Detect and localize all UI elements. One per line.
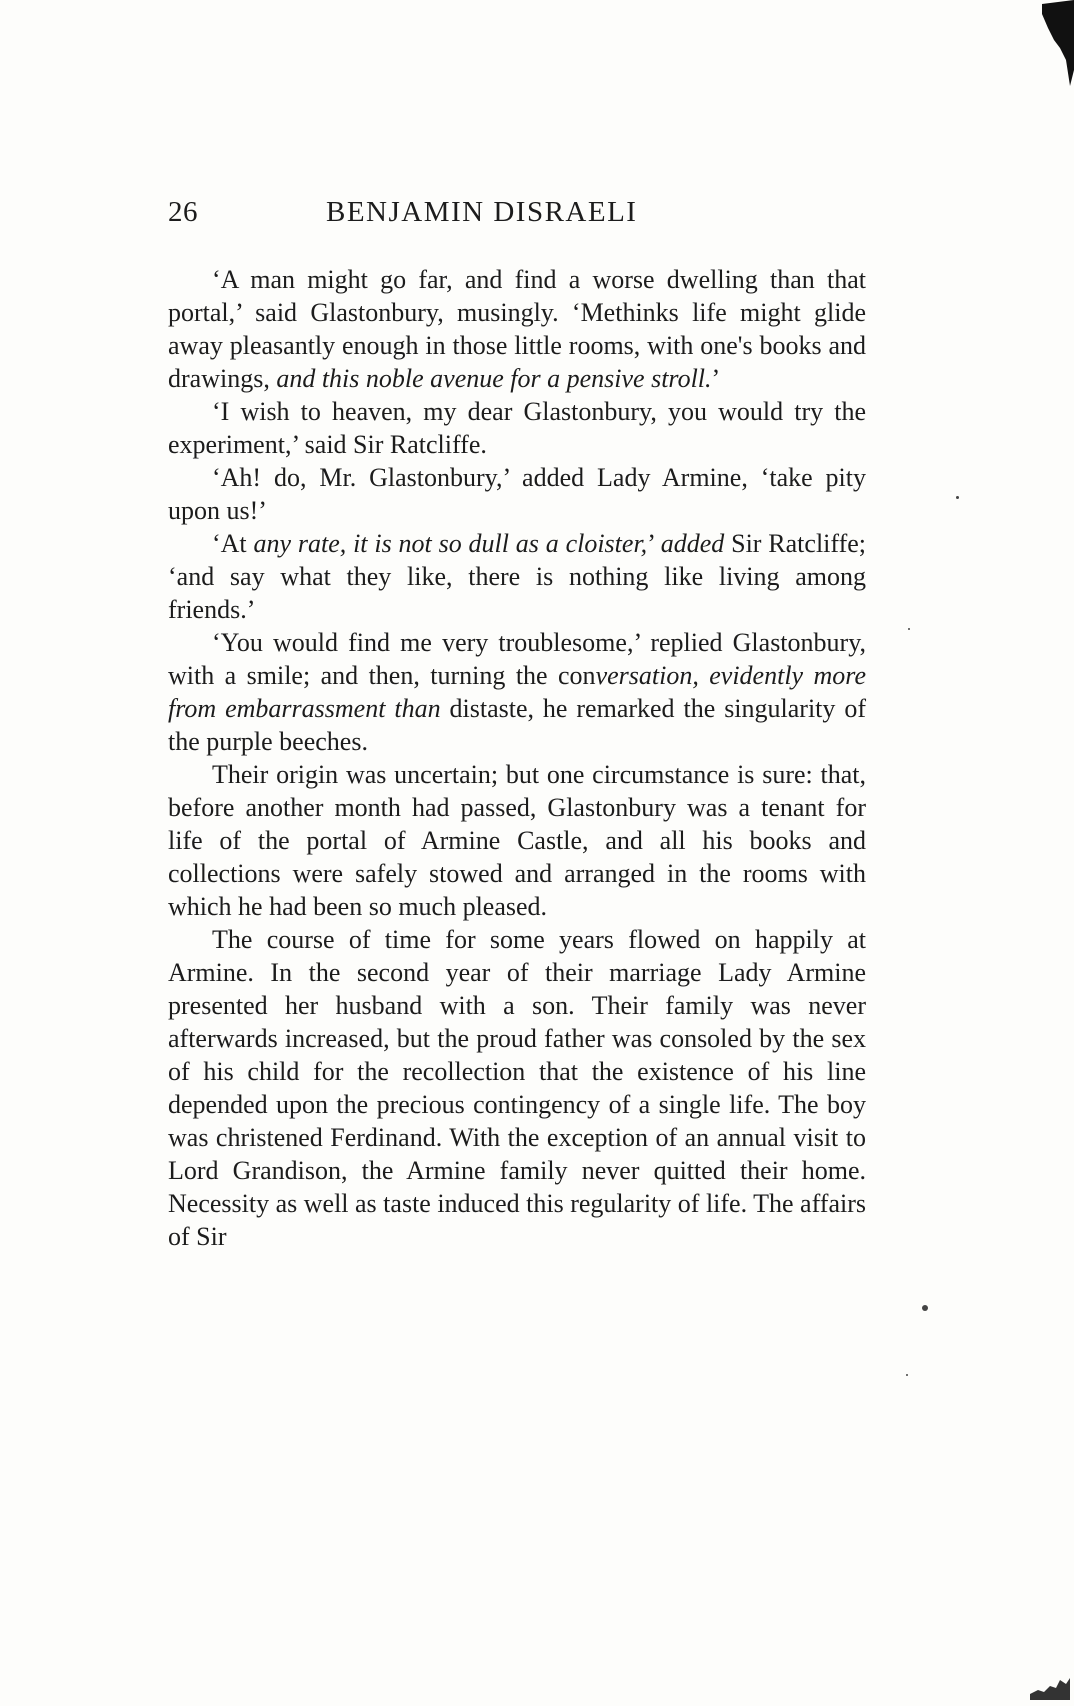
italic-text: added	[660, 529, 725, 558]
text-run: ’	[647, 529, 661, 558]
text-run: ‘At	[212, 529, 254, 558]
paragraph	[168, 263, 866, 395]
page-corner-ink-mark	[1030, 1674, 1070, 1700]
text-run: ‘A man might go far, and find a worse dwelling than that portal,’ said Glastonbury, musingly. ‘Methinks life might glide away pleasantly enough in those little rooms, with one's books and drawings,	[168, 265, 866, 393]
ink-speck	[956, 496, 959, 499]
paragraph	[168, 758, 866, 923]
paragraph	[168, 461, 866, 527]
text-run: Sir Ratcliffe; ‘and say what they like, there is nothing like living among friends.’	[168, 529, 866, 624]
paragraph	[168, 395, 866, 461]
text-run: Their origin was uncertain; but one circumstance is sure: that, before another month had passed, Glastonbury was a tenant for life of the portal of Armine Castle, and all his books and collections were safely stowed and arranged in the rooms with which he had been so much pleased.	[168, 760, 866, 921]
paragraph	[168, 626, 866, 758]
text-run: ‘I wish to heaven, my dear Glastonbury, you would try the experiment,’ said Sir Ratcliffe.	[168, 397, 866, 459]
paragraph	[168, 527, 866, 626]
text-run: The course of time for some years flowed on happily at Armine. In the second year of their marriage Lady Armine presented her husband with a son. Their family was never afterwards increased, but the proud father was consoled by the sex of his child for the recollection that the existence of his line depended upon the precious contingency of a single life. The boy was christened Ferdinand. With the exception of an annual visit to Lord Grandison, the Armine family never quitted their home. Necessity as well as taste induced this regularity of life. The affairs of Sir	[168, 925, 866, 1251]
text-run: ‘You would find me very troublesome,’ replied Glastonbury, with a smile; and then, turning the con	[168, 628, 866, 690]
ink-speck	[908, 628, 910, 630]
paragraph	[168, 923, 866, 1253]
italic-text: versation, evidently more from embarrassment than	[168, 661, 866, 723]
text-run: distaste, he remarked the singularity of the purple beeches.	[168, 694, 866, 756]
ink-speck	[906, 1374, 908, 1376]
running-header	[168, 196, 868, 236]
text-run: ‘Ah! do, Mr. Glastonbury,’ added Lady Armine, ‘take pity upon us!’	[168, 463, 866, 525]
body-text	[168, 263, 866, 1253]
text-run: ’	[711, 364, 721, 393]
italic-text: and this noble avenue for a pensive stroll.	[276, 364, 712, 393]
italic-text: any rate, it is not so dull as a cloister,	[253, 529, 648, 558]
ink-speck	[922, 1305, 928, 1311]
page-number: 26	[168, 196, 198, 228]
page-edge-ink-mark	[1040, 0, 1074, 86]
running-title: BENJAMIN DISRAELI	[326, 196, 638, 228]
